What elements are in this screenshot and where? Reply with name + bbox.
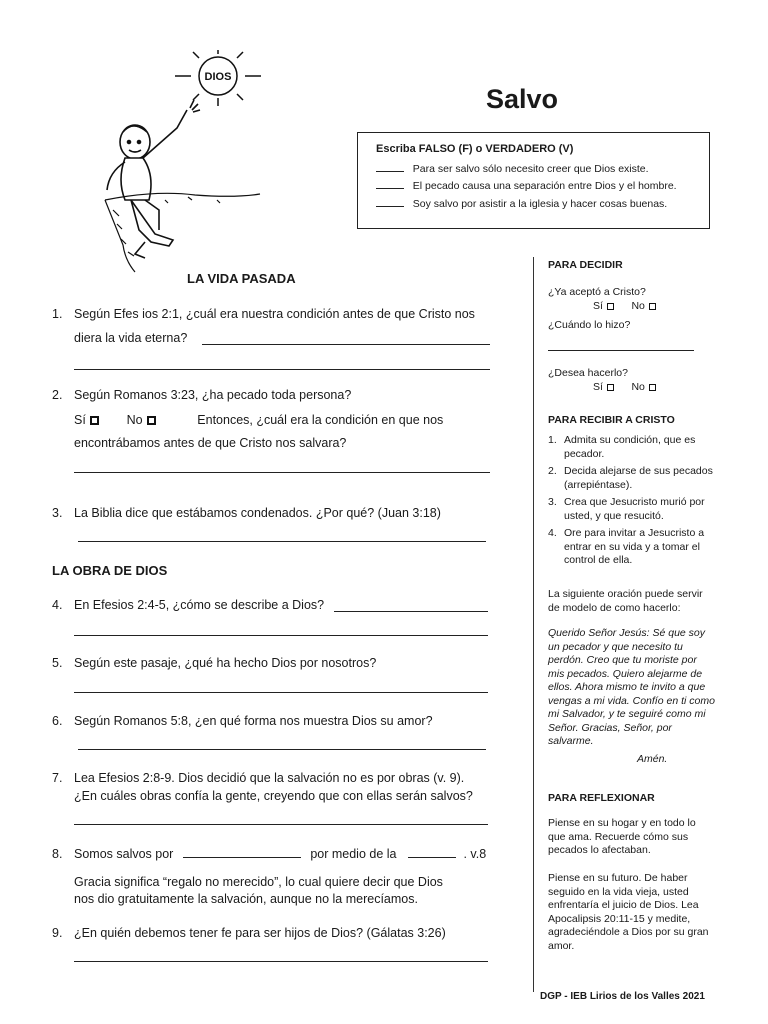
si-checkbox[interactable] xyxy=(607,303,614,310)
answer-line[interactable] xyxy=(334,611,488,612)
question-2-text-cont2: encontrábamos antes de que Cristo nos salvara? xyxy=(74,436,347,450)
true-false-box xyxy=(357,132,710,229)
decidir-options-1 xyxy=(593,300,656,314)
answer-line[interactable] xyxy=(74,635,488,636)
tf-item xyxy=(376,163,649,175)
step-number: 4. xyxy=(548,527,557,539)
answer-line[interactable] xyxy=(74,961,488,962)
step-text: Admita su condición, que es pecador. xyxy=(564,434,696,460)
question-2-text: Según Romanos 3:23, ¿ha pecado toda persona? xyxy=(74,388,352,402)
list-item xyxy=(548,465,713,492)
option-no-label: No xyxy=(631,300,645,312)
question-2-options xyxy=(74,413,443,427)
step-number: 2. xyxy=(548,465,557,477)
list-item xyxy=(548,496,713,523)
question-number: 4. xyxy=(52,598,63,612)
question-number: 7. xyxy=(52,771,63,785)
question-6-text: Según Romanos 5:8, ¿en qué forma nos muestra Dios su amor? xyxy=(74,714,433,728)
steps-list xyxy=(548,434,713,572)
question-9-text: ¿En quién debemos tener fe para ser hijos de Dios? (Gálatas 3:26) xyxy=(74,926,446,940)
question-7-text: Lea Efesios 2:8-9. Dios decidió que la salvación no es por obras (v. 9). xyxy=(74,771,465,785)
step-text: Crea que Jesucristo murió por usted, y que resucitó. xyxy=(564,496,705,522)
tf-heading: Escriba FALSO (F) o VERDADERO (V) xyxy=(376,143,574,155)
q8-part-c: . v.8 xyxy=(463,847,487,861)
step-text: Ore para invitar a Jesucristo a entrar en su vida y a tomar el control de ella. xyxy=(564,527,705,566)
option-si-label: Sí xyxy=(593,381,603,393)
tf-item-text: Soy salvo por asistir a la iglesia y hacer cosas buenas. xyxy=(412,198,668,210)
prayer-intro: La siguiente oración puede servir de modelo de como hacerlo: xyxy=(548,588,703,614)
question-number: 8. xyxy=(52,847,63,861)
section-obra-de-dios: LA OBRA DE DIOS xyxy=(52,563,168,578)
si-checkbox[interactable] xyxy=(607,384,614,391)
question-5-text: Según este pasaje, ¿qué ha hecho Dios por nosotros? xyxy=(74,656,377,670)
boy-climbing-illustration xyxy=(95,50,265,275)
reflexion-paragraph-1: Piense en su hogar y en todo lo que ama. Recuerde cómo sus pecados lo afectaban. xyxy=(548,817,696,856)
sidebar-heading-reflexionar: PARA REFLEXIONAR xyxy=(548,792,655,804)
question-7-text-cont: ¿En cuáles obras confía la gente, creyendo que con ellas serán salvos? xyxy=(74,789,473,803)
question-number: 3. xyxy=(52,506,63,520)
sidebar-divider xyxy=(533,257,534,992)
question-8-text xyxy=(74,847,486,861)
page-title: Salvo xyxy=(486,84,559,114)
boy-figure-icon xyxy=(107,100,200,258)
q8-part-a: Somos salvos por xyxy=(74,847,174,861)
q8-part-b: por medio de la xyxy=(310,847,397,861)
tf-answer-blank[interactable] xyxy=(376,171,404,172)
sidebar-heading-recibir: PARA RECIBIR A CRISTO xyxy=(548,414,675,426)
question-number: 1. xyxy=(52,307,63,321)
cliff-icon xyxy=(105,193,260,272)
question-2-text-cont: Entonces, ¿cuál era la condición en que nos xyxy=(197,413,444,427)
footer-credit: DGP - IEB Lirios de los Valles 2021 xyxy=(540,991,705,1002)
question-number: 2. xyxy=(52,388,63,402)
step-number: 3. xyxy=(548,496,557,508)
decidir-options-2 xyxy=(593,381,656,395)
tf-item xyxy=(376,180,677,192)
grace-note: Gracia significa “regalo no merecido”, lo cual quiere decir que Dios xyxy=(74,875,443,889)
tf-item-text: El pecado causa una separación entre Dios y el hombre. xyxy=(412,180,677,192)
tf-item-text: Para ser salvo sólo necesito creer que Dios existe. xyxy=(412,163,649,175)
answer-line[interactable] xyxy=(202,344,490,345)
prayer-amen: Amén. xyxy=(637,753,668,765)
section-vida-pasada: LA VIDA PASADA xyxy=(187,271,296,286)
tf-answer-blank[interactable] xyxy=(376,206,404,207)
answer-line[interactable] xyxy=(78,541,486,542)
answer-line[interactable] xyxy=(548,350,694,351)
option-si-label: Sí xyxy=(74,413,86,427)
option-no-label: No xyxy=(126,413,143,427)
answer-blank[interactable] xyxy=(183,857,301,858)
decidir-question-3: ¿Desea hacerlo? xyxy=(548,367,628,379)
sidebar-heading-decidir: PARA DECIDIR xyxy=(548,259,623,271)
decidir-question-2: ¿Cuándo lo hizo? xyxy=(548,319,631,331)
answer-line[interactable] xyxy=(74,369,490,370)
answer-line[interactable] xyxy=(74,824,488,825)
reflexion-paragraph-2: Piense en su futuro. De haber seguido en la vida vieja, usted enfrentaría el juicio de Dios. Lea Apocalipsis 20:11-15 y medite, agradeciéndole a Dios por su gran amor. xyxy=(548,872,709,952)
no-checkbox[interactable] xyxy=(649,384,656,391)
step-text: Decida alejarse de sus pecados (arrepiéntase). xyxy=(564,465,713,491)
answer-line[interactable] xyxy=(74,472,490,473)
question-1-text: Según Efes ios 2:1, ¿cuál era nuestra condición antes de que Cristo nos xyxy=(74,307,475,321)
prayer-text: Querido Señor Jesús: Sé que soy un pecador y que necesito tu perdón. Creo que tu moriste por mis pecados. Quiero alejarme de ellos. Ahora mismo te invito a que vengas a mi vida. Confío en ti como mi Salvador, y te seguiré como mi Señor. Gracias, Señor, por salvarme. xyxy=(548,627,715,747)
question-1-text-cont: diera la vida eterna? xyxy=(74,331,188,345)
tf-answer-blank[interactable] xyxy=(376,188,404,189)
si-checkbox[interactable] xyxy=(90,416,99,425)
option-no-label: No xyxy=(631,381,645,393)
question-4-text: En Efesios 2:4-5, ¿cómo se describe a Dios? xyxy=(74,598,325,612)
question-3-text: La Biblia dice que estábamos condenados. ¿Por qué? (Juan 3:18) xyxy=(74,506,441,520)
option-si-label: Sí xyxy=(593,300,603,312)
grace-note-cont: nos dio gratuitamente la salvación, aunque no la merecíamos. xyxy=(74,892,418,906)
no-checkbox[interactable] xyxy=(147,416,156,425)
answer-line[interactable] xyxy=(78,749,486,750)
question-number: 6. xyxy=(52,714,63,728)
tf-item xyxy=(376,198,667,210)
question-number: 5. xyxy=(52,656,63,670)
question-number: 9. xyxy=(52,926,63,940)
answer-blank[interactable] xyxy=(408,857,456,858)
no-checkbox[interactable] xyxy=(649,303,656,310)
list-item xyxy=(548,527,713,568)
step-number: 1. xyxy=(548,434,557,446)
answer-line[interactable] xyxy=(74,692,488,693)
list-item xyxy=(548,434,713,461)
sun-label: DIOS xyxy=(204,71,232,83)
decidir-question-1: ¿Ya aceptó a Cristo? xyxy=(548,286,646,298)
